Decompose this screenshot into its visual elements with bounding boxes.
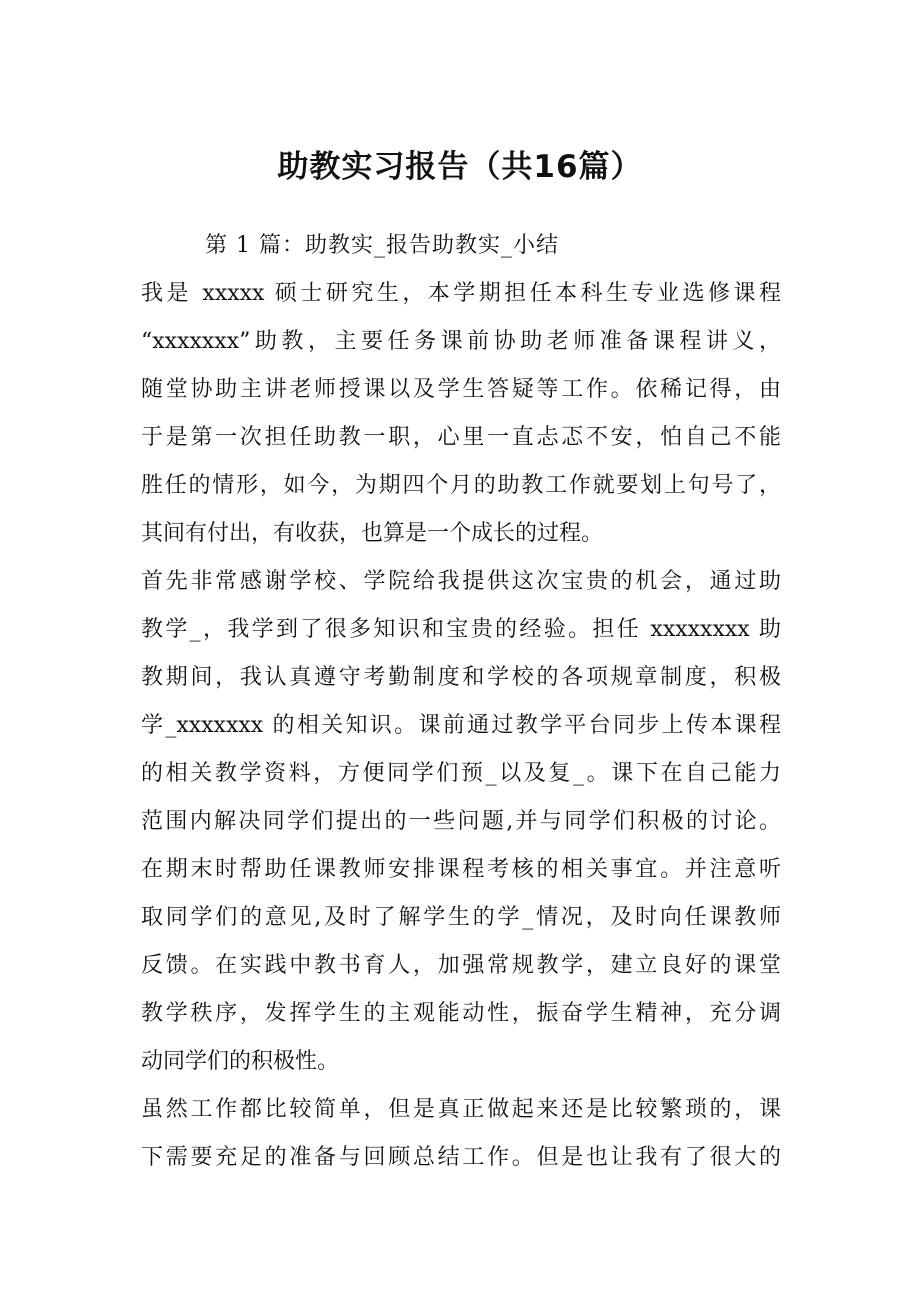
body-line: 范围内解决同学们提出的一些问题,并与同学们积极的讨论。: [141, 809, 781, 834]
body-line: 动同学们的积极性。: [141, 1049, 340, 1074]
body-line: 的相关教学资料，方便同学们预_以及复_。课下在自己能力: [141, 761, 781, 786]
body-line: 虽然工作都比较简单，但是真正做起来还是比较繁琐的，课: [141, 1097, 781, 1122]
body-line: 于是第一次担任助教一职，心里一直忐忑不安，怕自己不能: [141, 425, 781, 450]
body-line: 下需要充足的准备与回顾总结工作。但是也让我有了很大的: [141, 1145, 781, 1170]
body-line: 胜任的情形，如今，为期四个月的助教工作就要划上句号了，: [141, 473, 781, 498]
body-line: “xxxxxxx”助教，主要任务课前协助老师准备课程讲义，: [141, 329, 781, 354]
document-title: 助教实习报告（共16篇）: [277, 149, 643, 185]
section-heading: 第 1 篇：助教实_报告助教实_小结: [205, 233, 559, 258]
body-line: 教期间，我认真遵守考勤制度和学校的各项规章制度，积极: [141, 665, 781, 690]
body-line: 首先非常感谢学校、学院给我提供这次宝贵的机会，通过助: [141, 569, 781, 594]
body-line: 取同学们的意见,及时了解学生的学_情况，及时向任课教师: [141, 905, 781, 930]
body-line: 反馈。在实践中教书育人，加强常规教学，建立良好的课堂: [141, 953, 781, 978]
body-line: 随堂协助主讲老师授课以及学生答疑等工作。依稀记得，由: [141, 377, 781, 402]
body-line: 教学_，我学到了很多知识和宝贵的经验。担任 xxxxxxxx 助: [141, 617, 781, 642]
body-line: 其间有付出，有收获，也算是一个成长的过程。: [141, 521, 604, 546]
body-line: 教学秩序，发挥学生的主观能动性，振奋学生精神，充分调: [141, 1001, 781, 1026]
body-line: 在期末时帮助任课教师安排课程考核的相关事宜。并注意听: [141, 857, 781, 882]
body-line: 我是 xxxxx 硕士研究生，本学期担任本科生专业选修课程: [141, 281, 781, 306]
body-line: 学_xxxxxxx 的相关知识。课前通过教学平台同步上传本课程: [141, 713, 781, 738]
